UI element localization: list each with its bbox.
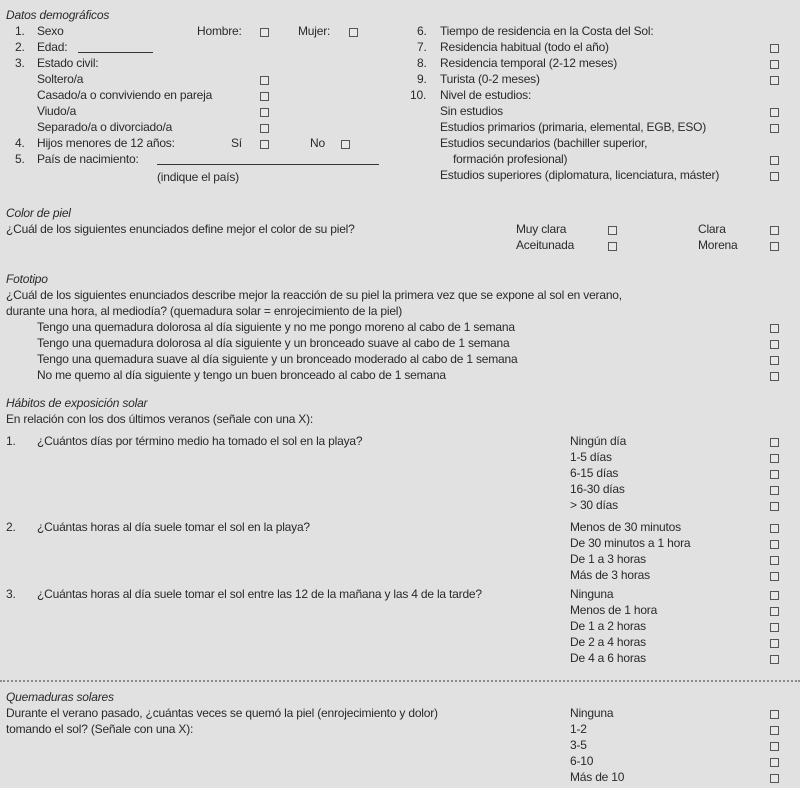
phototype-option-checkbox[interactable] bbox=[770, 340, 779, 349]
q9-label: Turista (0-2 meses) bbox=[440, 72, 540, 86]
habits-q3-option-label: Ninguna bbox=[570, 587, 614, 601]
q2-label: Edad: bbox=[37, 40, 68, 54]
q4-number: 4. bbox=[15, 136, 25, 150]
education-option-label: Sin estudios bbox=[440, 104, 503, 118]
skin-color-option-checkbox[interactable] bbox=[608, 226, 617, 235]
q10-label: Nivel de estudios: bbox=[440, 88, 532, 102]
q3-label: Estado civil: bbox=[37, 56, 99, 70]
q7-number: 7. bbox=[417, 40, 427, 54]
birth-country-hint: (indique el país) bbox=[157, 170, 239, 184]
phototype-option-label: Tengo una quemadura dolorosa al día siguiente y no me pongo moreno al cabo de 1 semana bbox=[37, 320, 515, 334]
section-divider bbox=[0, 680, 800, 682]
habits-q1-option-checkbox[interactable] bbox=[770, 470, 779, 479]
tourist-checkbox[interactable] bbox=[770, 76, 779, 85]
sunburns-option-label: Ninguna bbox=[570, 706, 614, 720]
q3-number: 3. bbox=[15, 56, 25, 70]
sunburns-option-checkbox[interactable] bbox=[770, 726, 779, 735]
sunburns-option-checkbox[interactable] bbox=[770, 758, 779, 767]
q10-number: 10. bbox=[410, 88, 427, 102]
age-input-line[interactable] bbox=[78, 41, 153, 53]
sex-female-checkbox[interactable] bbox=[349, 28, 358, 37]
q5-number: 5. bbox=[15, 152, 25, 166]
education-option-label-cont: formación profesional) bbox=[453, 152, 568, 166]
marital-option-label: Separado/a o divorciado/a bbox=[37, 120, 173, 134]
section-title-habits: Hábitos de exposición solar bbox=[6, 396, 148, 410]
residence-temporal-checkbox[interactable] bbox=[770, 60, 779, 69]
sunburns-option-label: 6-10 bbox=[570, 754, 594, 768]
q1-number: 1. bbox=[15, 24, 25, 38]
section-title-phototype: Fototipo bbox=[6, 272, 48, 286]
habits-q1-option-label: 6-15 días bbox=[570, 466, 619, 480]
habits-q2-option-checkbox[interactable] bbox=[770, 524, 779, 533]
q1-label: Sexo bbox=[37, 24, 64, 38]
phototype-question-line1: ¿Cuál de los siguientes enunciados describe mejor la reacción de su piel la primera vez que se expone al sol en verano, bbox=[6, 288, 622, 302]
phototype-option-label: Tengo una quemadura suave al día siguiente y un bronceado moderado al cabo de 1 semana bbox=[37, 352, 518, 366]
sex-male-checkbox[interactable] bbox=[260, 28, 269, 37]
habits-q2-text: ¿Cuántas horas al día suele tomar el sol en la playa? bbox=[37, 520, 310, 534]
q8-number: 8. bbox=[417, 56, 427, 70]
birth-country-input-line[interactable] bbox=[157, 153, 379, 165]
sex-female-label: Mujer: bbox=[298, 24, 331, 38]
sunburns-option-checkbox[interactable] bbox=[770, 710, 779, 719]
skin-color-option-checkbox[interactable] bbox=[770, 242, 779, 251]
sunburns-option-label: Más de 10 bbox=[570, 770, 625, 784]
habits-q3-option-label: Menos de 1 hora bbox=[570, 603, 658, 617]
education-option-checkbox[interactable] bbox=[770, 172, 779, 181]
sunburns-option-label: 1-2 bbox=[570, 722, 587, 736]
education-option-checkbox[interactable] bbox=[770, 124, 779, 133]
habits-q2-option-checkbox[interactable] bbox=[770, 540, 779, 549]
habits-q2-option-label: Más de 3 horas bbox=[570, 568, 650, 582]
children-no-label: No bbox=[310, 136, 325, 150]
q5-label: País de nacimiento: bbox=[37, 152, 139, 166]
habits-q2-option-label: De 1 a 3 horas bbox=[570, 552, 646, 566]
phototype-option-label: No me quemo al día siguiente y tengo un buen bronceado al cabo de 1 semana bbox=[37, 368, 446, 382]
habits-q1-option-checkbox[interactable] bbox=[770, 486, 779, 495]
phototype-question-line2: durante una hora, al mediodía? (quemadura solar = enrojecimiento de la piel) bbox=[6, 304, 403, 318]
education-option-checkbox[interactable] bbox=[770, 108, 779, 117]
q2-number: 2. bbox=[15, 40, 25, 54]
marital-option-label: Soltero/a bbox=[37, 72, 84, 86]
education-option-label: Estudios primarios (primaria, elemental, EGB, ESO) bbox=[440, 120, 707, 134]
sunburns-option-label: 3-5 bbox=[570, 738, 587, 752]
sunburns-option-checkbox[interactable] bbox=[770, 742, 779, 751]
q6-number: 6. bbox=[417, 24, 427, 38]
habits-q1-number: 1. bbox=[6, 434, 16, 448]
sunburns-question-line2: tomando el sol? (Señale con una X): bbox=[6, 722, 194, 736]
skin-color-option-label: Muy clara bbox=[516, 222, 567, 236]
habits-q3-option-label: De 4 a 6 horas bbox=[570, 651, 646, 665]
children-yes-label: Sí bbox=[231, 136, 242, 150]
phototype-option-checkbox[interactable] bbox=[770, 372, 779, 381]
q8-label: Residencia temporal (2-12 meses) bbox=[440, 56, 618, 70]
education-option-label: Estudios secundarios (bachiller superior, bbox=[440, 136, 648, 150]
phototype-option-checkbox[interactable] bbox=[770, 356, 779, 365]
phototype-option-label: Tengo una quemadura dolorosa al día siguiente y un bronceado suave al cabo de 1 semana bbox=[37, 336, 510, 350]
habits-q1-text: ¿Cuántos días por término medio ha tomado el sol en la playa? bbox=[37, 434, 363, 448]
habits-q1-option-label: 1-5 días bbox=[570, 450, 612, 464]
children-no-checkbox[interactable] bbox=[341, 140, 350, 149]
section-title-sunburns: Quemaduras solares bbox=[6, 690, 114, 704]
phototype-option-checkbox[interactable] bbox=[770, 324, 779, 333]
marital-option-checkbox[interactable] bbox=[260, 108, 269, 117]
habits-q3-option-checkbox[interactable] bbox=[770, 607, 779, 616]
habits-q1-option-checkbox[interactable] bbox=[770, 454, 779, 463]
section-title-demographics: Datos demográficos bbox=[6, 8, 110, 22]
habits-q3-option-checkbox[interactable] bbox=[770, 655, 779, 664]
skin-color-option-label: Aceitunada bbox=[516, 238, 575, 252]
sunburns-option-checkbox[interactable] bbox=[770, 774, 779, 783]
habits-q3-option-label: De 1 a 2 horas bbox=[570, 619, 646, 633]
habits-q3-text: ¿Cuántas horas al día suele tomar el sol entre las 12 de la mañana y las 4 de la tarde? bbox=[37, 587, 482, 601]
habits-q1-option-label: > 30 días bbox=[570, 498, 618, 512]
sunburns-question-line1: Durante el verano pasado, ¿cuántas veces se quemó la piel (enrojecimiento y dolor) bbox=[6, 706, 438, 720]
habits-q1-option-checkbox[interactable] bbox=[770, 502, 779, 511]
habits-q1-option-label: 16-30 días bbox=[570, 482, 625, 496]
habits-q1-option-label: Ningún día bbox=[570, 434, 627, 448]
habits-intro: En relación con los dos últimos veranos (señale con una X): bbox=[6, 412, 314, 426]
skin-color-option-label: Morena bbox=[698, 238, 738, 252]
children-yes-checkbox[interactable] bbox=[260, 140, 269, 149]
q6-label: Tiempo de residencia en la Costa del Sol: bbox=[440, 24, 654, 38]
marital-option-checkbox[interactable] bbox=[260, 92, 269, 101]
marital-option-label: Viudo/a bbox=[37, 104, 77, 118]
habits-q2-number: 2. bbox=[6, 520, 16, 534]
habits-q3-option-label: De 2 a 4 horas bbox=[570, 635, 646, 649]
habits-q3-option-checkbox[interactable] bbox=[770, 591, 779, 600]
marital-option-checkbox[interactable] bbox=[260, 76, 269, 85]
habits-q2-option-checkbox[interactable] bbox=[770, 556, 779, 565]
skin-color-question: ¿Cuál de los siguientes enunciados define mejor el color de su piel? bbox=[6, 222, 355, 236]
habits-q3-number: 3. bbox=[6, 587, 16, 601]
habits-q2-option-checkbox[interactable] bbox=[770, 572, 779, 581]
q7-label: Residencia habitual (todo el año) bbox=[440, 40, 609, 54]
skin-color-option-checkbox[interactable] bbox=[608, 242, 617, 251]
education-option-label: Estudios superiores (diplomatura, licenciatura, máster) bbox=[440, 168, 720, 182]
habits-q3-option-checkbox[interactable] bbox=[770, 639, 779, 648]
education-option-checkbox[interactable] bbox=[770, 156, 779, 165]
sex-male-label: Hombre: bbox=[197, 24, 242, 38]
section-title-skin-color: Color de piel bbox=[6, 206, 71, 220]
habits-q1-option-checkbox[interactable] bbox=[770, 438, 779, 447]
skin-color-option-checkbox[interactable] bbox=[770, 226, 779, 235]
residence-habitual-checkbox[interactable] bbox=[770, 44, 779, 53]
habits-q2-option-label: Menos de 30 minutos bbox=[570, 520, 681, 534]
habits-q3-option-checkbox[interactable] bbox=[770, 623, 779, 632]
q9-number: 9. bbox=[417, 72, 427, 86]
marital-option-checkbox[interactable] bbox=[260, 124, 269, 133]
skin-color-option-label: Clara bbox=[698, 222, 726, 236]
marital-option-label: Casado/a o conviviendo en pareja bbox=[37, 88, 213, 102]
q4-label: Hijos menores de 12 años: bbox=[37, 136, 175, 150]
habits-q2-option-label: De 30 minutos a 1 hora bbox=[570, 536, 691, 550]
